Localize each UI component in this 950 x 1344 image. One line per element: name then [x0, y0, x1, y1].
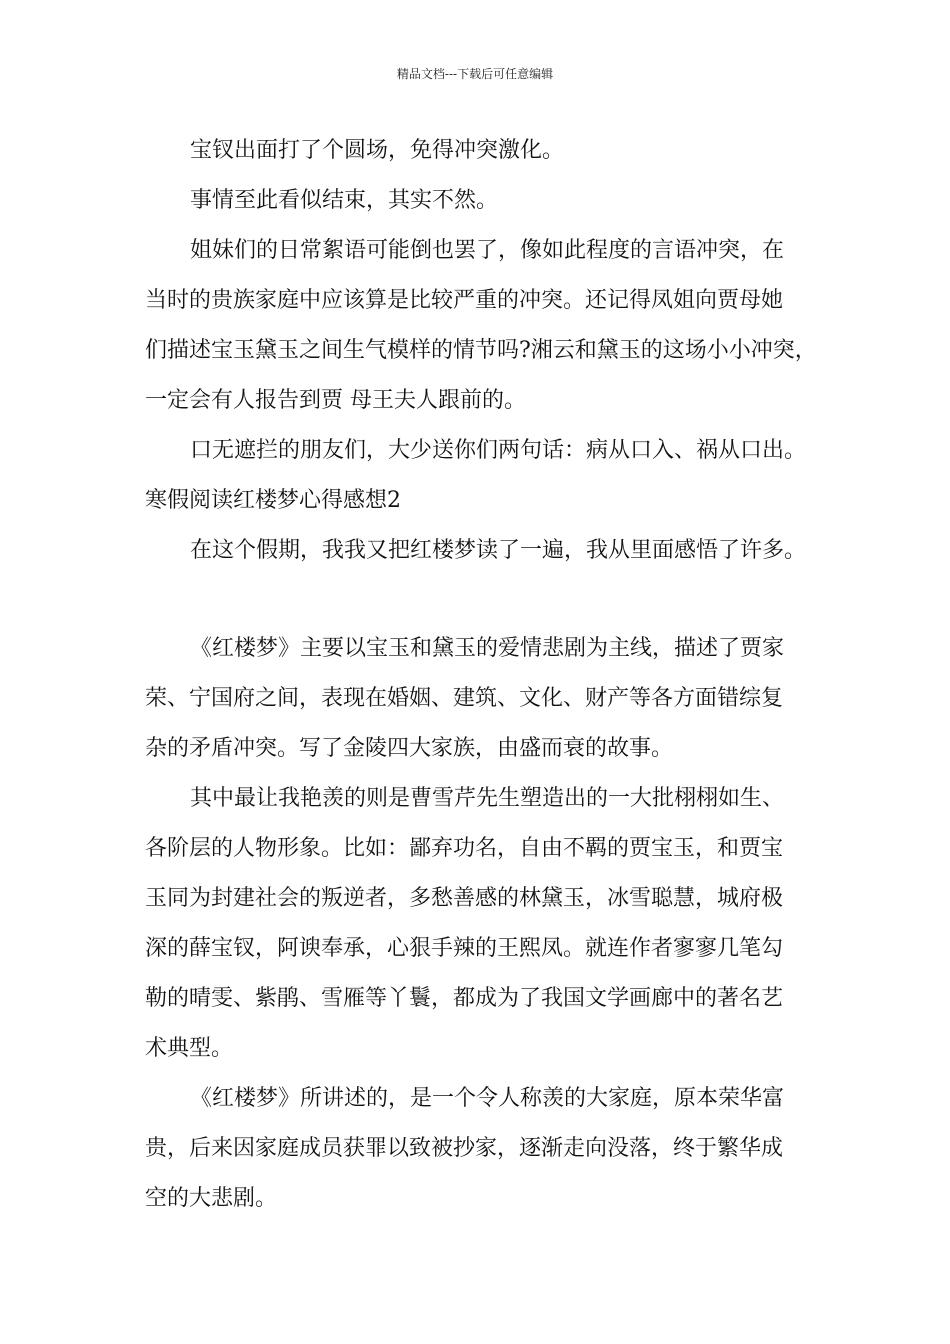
- text-line: 玉同为封建社会的叛逆者，多愁善感的林黛玉，冰雪聪慧，城府极: [145, 886, 784, 911]
- text-line: 各阶层的人物形象。比如：鄙弃功名，自由不羁的贾宝玉，和贾宝: [145, 836, 784, 861]
- text-line: 荣、宁国府之间，表现在婚姻、建筑、文化、财产等各方面错综复: [145, 686, 784, 711]
- text-line: 事情至此看似结束，其实不然。: [190, 188, 499, 213]
- section-heading: 寒假阅读红楼梦心得感想2: [145, 488, 401, 513]
- text-line: 《红楼梦》主要以宝玉和黛玉的爱情悲剧为主线，描述了贾家: [190, 636, 785, 661]
- text-line: 口无遮拦的朋友们，大少送你们两句话：病从口入、祸从口出。: [190, 438, 807, 463]
- text-line: 勒的晴雯、紫鹃、雪雁等丫鬟，都成为了我国文学画廊中的著名艺: [145, 986, 784, 1011]
- text-line: 当时的贵族家庭中应该算是比较严重的冲突。还记得凤姐向贾母她: [145, 288, 784, 313]
- text-line: 姐妹们的日常絮语可能倒也罢了，像如此程度的言语冲突，在: [190, 238, 785, 263]
- text-line: 空的大悲剧。: [145, 1186, 278, 1211]
- text-line: 深的薛宝钗，阿谀奉承，心狠手辣的王熙凤。就连作者寥寥几笔勾: [145, 936, 784, 961]
- text-line: 一定会有人报告到贾 母王夫人跟前的。: [145, 388, 526, 413]
- text-line: 在这个假期，我我又把红楼梦读了一遍，我从里面感悟了许多。: [190, 538, 807, 563]
- page-header: 精品文档---下载后可任意编辑: [396, 67, 554, 81]
- text-line: 贵，后来因家庭成员获罪以致被抄家，逐渐走向没落，终于繁华成: [145, 1136, 784, 1161]
- text-line: 们描述宝玉黛玉之间生气模样的情节吗?湘云和黛玉的这场小小冲突，: [145, 338, 817, 363]
- text-line: 杂的矛盾冲突。写了金陵四大家族，由盛而衰的故事。: [145, 736, 674, 761]
- text-line: 宝钗出面打了个圆场，免得冲突激化。: [190, 138, 565, 163]
- text-line: 术典型。: [145, 1036, 234, 1061]
- text-line: 《红楼梦》所讲述的，是一个令人称羡的大家庭，原本荣华富: [190, 1086, 785, 1111]
- text-line: 其中最让我艳羡的则是曹雪芹先生塑造出的一大批栩栩如生、: [190, 786, 785, 811]
